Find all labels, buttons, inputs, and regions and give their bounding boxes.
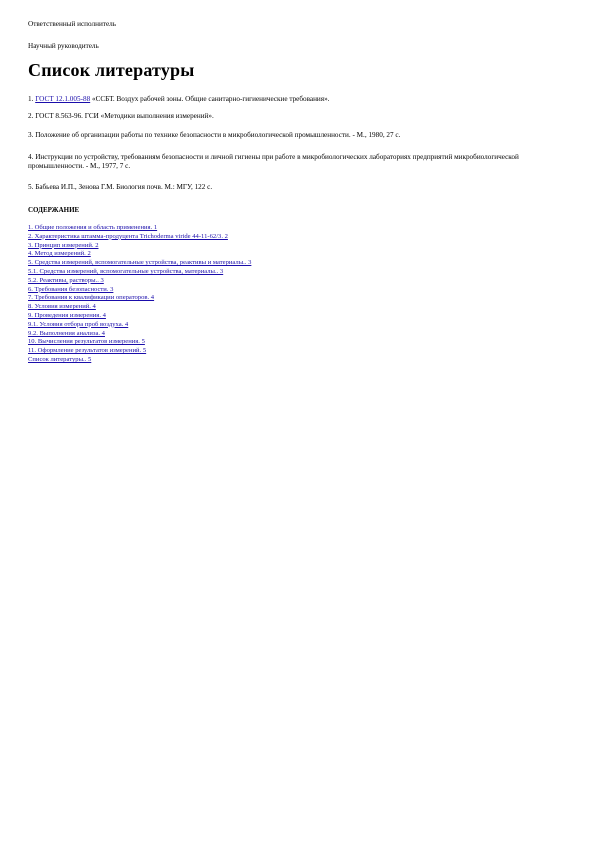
reference-text: Инструкции по устройству, требованиям безопасности и личной гигиены при работе в микробиологических лабораториях предприятий микробиологической промышленности. - М., 1977, 7 с.	[28, 153, 519, 170]
reference-item	[28, 153, 568, 171]
toc-item[interactable]	[28, 242, 251, 251]
gost-link[interactable]: ГОСТ 12.1.005-88	[35, 95, 91, 103]
toc-item[interactable]	[28, 259, 251, 268]
reference-number: 5.	[28, 183, 34, 191]
toc-link[interactable]: Список литературы.. 5	[28, 355, 92, 363]
reference-number: 3.	[28, 131, 34, 139]
reference-text: «ССБТ. Воздух рабочей зоны. Общие санитарно-гигиенические требования».	[90, 95, 330, 103]
toc-link[interactable]: 9.1. Условия отбора проб воздуха. 4	[28, 320, 129, 328]
toc-item[interactable]	[28, 224, 251, 233]
toc-item[interactable]	[28, 356, 251, 365]
toc-link[interactable]: 9. Проведения измерения. 4	[28, 311, 106, 319]
toc-link[interactable]: 1. Общие положения и область применения. 1	[28, 224, 158, 231]
reference-item	[28, 95, 329, 104]
table-of-contents	[28, 224, 251, 365]
toc-item[interactable]	[28, 233, 251, 242]
toc-item[interactable]	[28, 330, 251, 339]
toc-item[interactable]	[28, 338, 251, 347]
page-title: Список литературы	[28, 60, 195, 80]
toc-link[interactable]: 5.2. Реактивы, растворы.. 3	[28, 276, 104, 284]
toc-item[interactable]	[28, 250, 251, 259]
toc-link[interactable]: 9.2. Выполнения анализа. 4	[28, 329, 105, 337]
toc-item[interactable]	[28, 268, 251, 277]
reference-number: 1.	[28, 95, 34, 103]
toc-link[interactable]: 11. Оформление результатов измерений. 5	[28, 347, 147, 355]
reference-text: ГОСТ 8.563-96. ГСИ «Методики выполнения измерений».	[35, 112, 214, 120]
toc-link[interactable]: 7. Требования к квалификации операторов. 4	[28, 294, 155, 302]
toc-item[interactable]	[28, 277, 251, 286]
toc-item[interactable]	[28, 347, 251, 356]
reference-item	[28, 183, 212, 192]
toc-link[interactable]: 5. Средства измерений, вспомогательные устройства, реактивы и материалы.. 3	[28, 259, 252, 267]
reference-text: Бабьева И.П., Зенова Г.М. Биология почв. М.: МГУ, 122 с.	[35, 183, 213, 191]
toc-link[interactable]: 3. Принцип измерений. 2	[28, 241, 99, 249]
toc-item[interactable]	[28, 294, 251, 303]
toc-title: СОДЕРЖАНИЕ	[28, 206, 80, 214]
responsible-executor-label: Ответственный исполнитель	[28, 20, 116, 28]
toc-link[interactable]: 5.1. Средства измерений, вспомогательные устройства, материалы.. 3	[28, 267, 224, 275]
reference-item	[28, 131, 400, 140]
toc-item[interactable]	[28, 303, 251, 312]
toc-item[interactable]	[28, 286, 251, 295]
reference-item	[28, 112, 214, 121]
reference-number: 2.	[28, 112, 34, 120]
toc-item[interactable]	[28, 321, 251, 330]
scientific-supervisor-label: Научный руководитель	[28, 42, 99, 50]
toc-link[interactable]: 2. Характеристика штамма-продуцента Trichoderma viride 44-11-62/3. 2	[28, 232, 228, 240]
toc-link[interactable]: 4. Метод измерений. 2	[28, 250, 91, 258]
reference-number: 4.	[28, 153, 34, 161]
reference-text: Положение об организации работы по технике безопасности в микробиологической промышленности. - М., 1980, 27 с.	[35, 131, 401, 139]
toc-link[interactable]: 8. Условия измерений. 4	[28, 303, 96, 311]
toc-link[interactable]: 10. Вычисления результатов измерения. 5	[28, 338, 145, 346]
toc-link[interactable]: 6. Требования безопасности. 3	[28, 285, 114, 293]
toc-item[interactable]	[28, 312, 251, 321]
